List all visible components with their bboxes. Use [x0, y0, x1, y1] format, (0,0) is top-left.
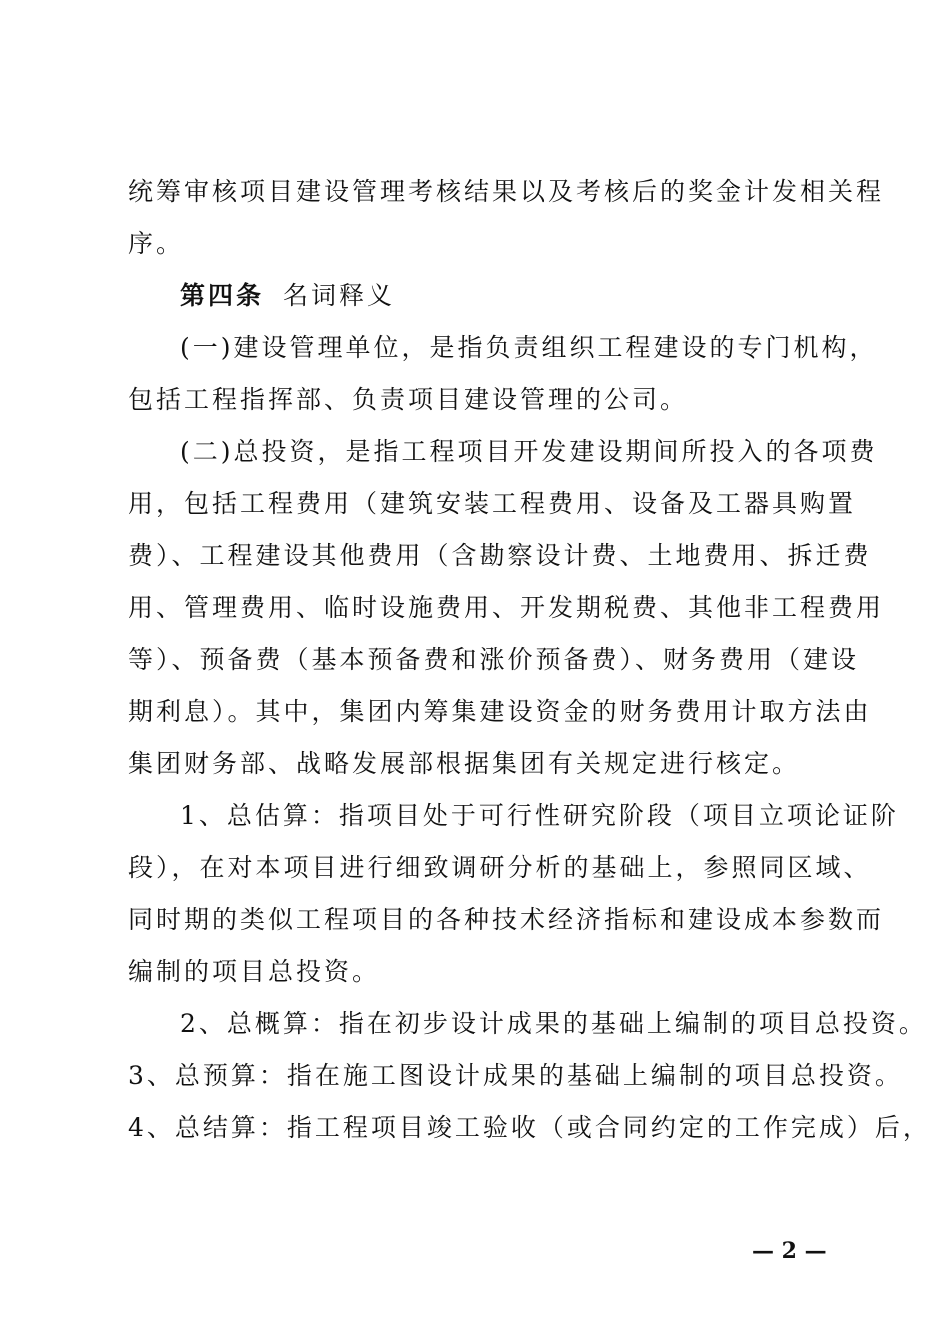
paragraph-line: 2、总概算：指在初步设计成果的基础上编制的项目总投资。 — [180, 1009, 927, 1038]
paragraph-line: 集团财务部、战略发展部根据集团有关规定进行核定。 — [128, 749, 801, 778]
article-title: 名词释义 — [282, 281, 395, 310]
paragraph-line: 用，包括工程费用（建筑安装工程费用、设备及工器具购置 — [128, 489, 857, 518]
paragraph-line: (一)建设管理单位，是指负责组织工程建设的专门机构， — [180, 333, 878, 362]
paragraph-line: 用、管理费用、临时设施费用、开发期税费、其他非工程费用 — [128, 593, 885, 622]
paragraph-line: 费）、工程建设其他费用（含勘察设计费、土地费用、拆迁费 — [128, 541, 872, 570]
paragraph-line: 段），在对本项目进行细致调研分析的基础上，参照同区域、 — [128, 853, 872, 882]
paragraph-line: 同时期的类似工程项目的各种技术经济指标和建设成本参数而 — [128, 905, 885, 934]
paragraph-line: 等）、预备费（基本预备费和涨价预备费）、财务费用（建设 — [128, 645, 860, 674]
paragraph-line: 序。 — [128, 229, 185, 258]
page-number: — 2 — — [752, 1238, 827, 1264]
paragraph-line: 期利息）。其中，集团内筹集建设资金的财务费用计取方法由 — [128, 697, 872, 726]
paragraph-line: (二)总投资，是指工程项目开发建设期间所投入的各项费 — [180, 437, 878, 466]
paragraph-line: 1、总估算：指项目处于可行性研究阶段（项目立项论证阶 — [180, 801, 899, 830]
paragraph-line: 编制的项目总投资。 — [128, 957, 381, 986]
paragraph-line: 统筹审核项目建设管理考核结果以及考核后的奖金计发相关程 — [128, 177, 885, 206]
article-heading — [180, 280, 395, 312]
paragraph-line: 4、总结算：指工程项目竣工验收（或合同约定的工作完成）后， — [128, 1113, 931, 1142]
paragraph-line: 3、总预算：指在施工图设计成果的基础上编制的项目总投资。 — [128, 1061, 903, 1090]
paragraph-line: 包括工程指挥部、负责项目建设管理的公司。 — [128, 385, 689, 414]
article-number: 第四条 — [180, 281, 265, 310]
